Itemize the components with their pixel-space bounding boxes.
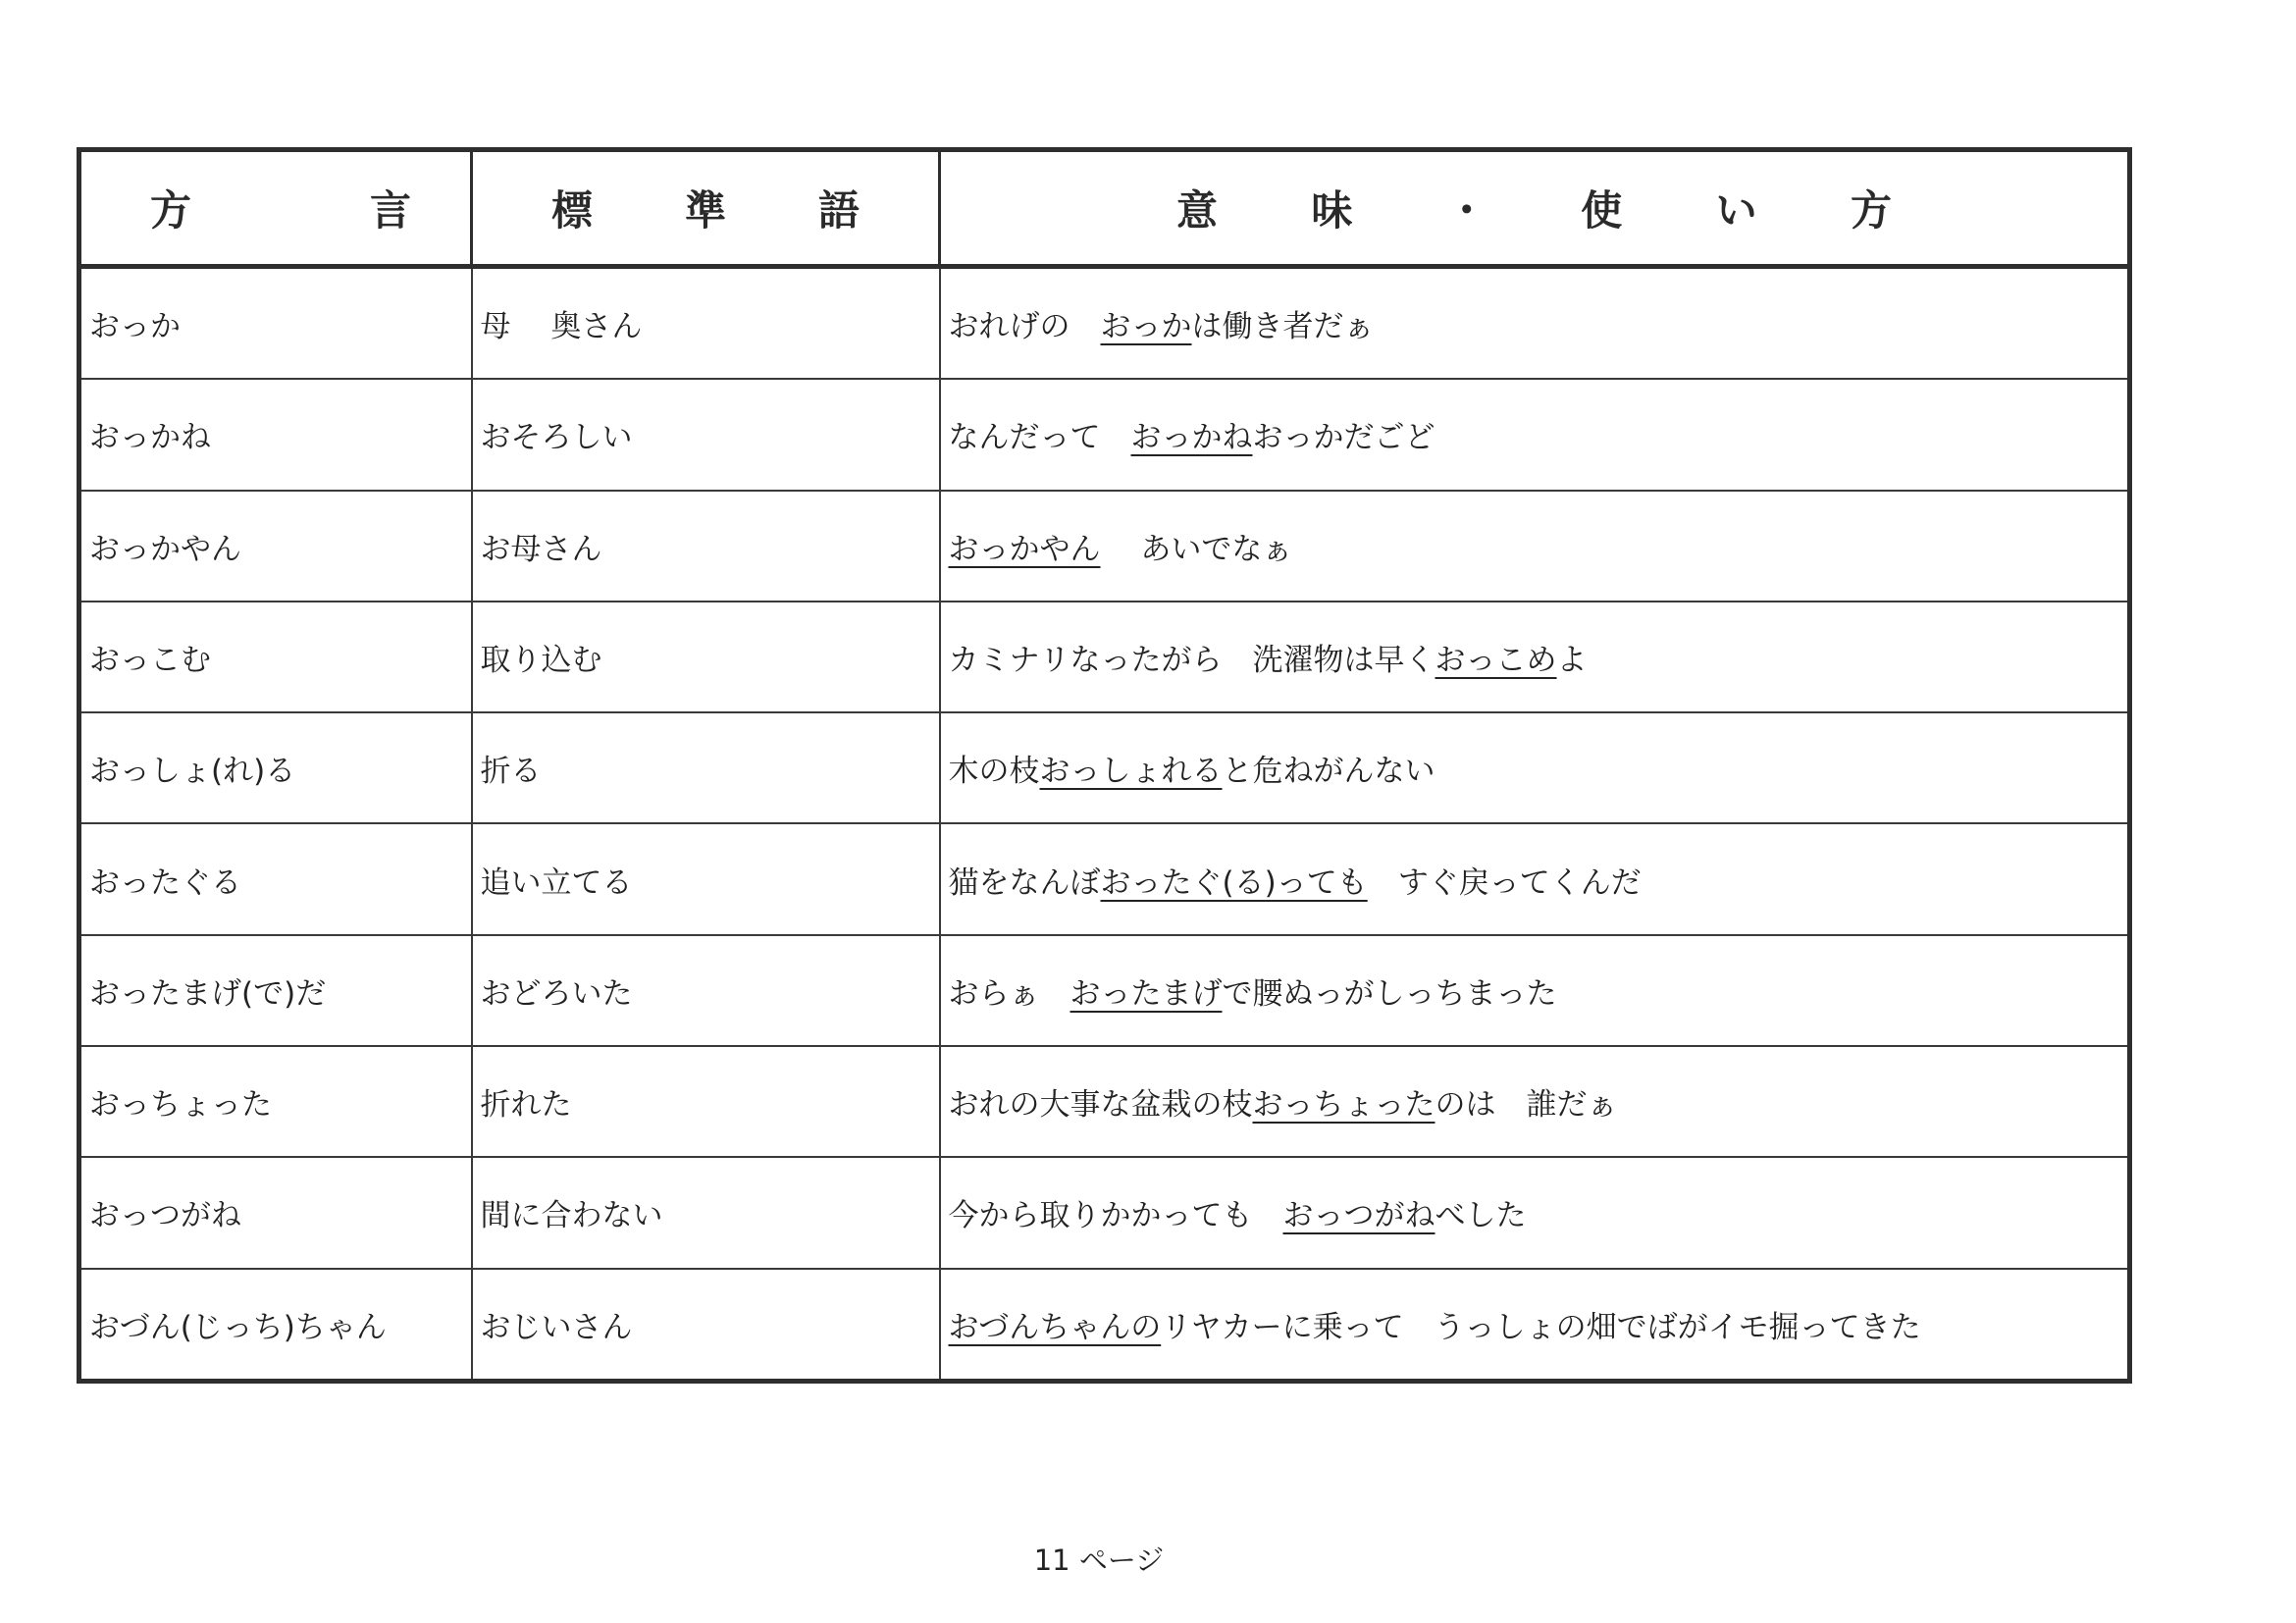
usage-cell: [940, 491, 2130, 602]
usage-text: 木の枝: [948, 754, 1040, 790]
underlined-dialect-word: おったまげ: [1070, 975, 1223, 1012]
usage-cell: [940, 1046, 2130, 1157]
usage-text: と危ねがんない: [1222, 754, 1435, 790]
usage-text: 今から取りかかっても: [948, 1198, 1283, 1234]
standard-cell: おどろいた: [472, 935, 940, 1046]
usage-text: おっかだごど: [1252, 420, 1435, 456]
dialect-cell: おっこむ: [79, 602, 472, 712]
standard-cell: おじいさん: [472, 1269, 940, 1382]
dialect-cell: おっかやん: [79, 491, 472, 602]
table-row: [79, 267, 2130, 380]
underlined-dialect-word: おっか: [1100, 309, 1192, 345]
table-row: [79, 1157, 2130, 1268]
underlined-dialect-word: おっかね: [1130, 420, 1253, 456]
underlined-dialect-word: おったぐ(る)っても: [1100, 864, 1368, 901]
dialect-cell: おっしょ(れ)る: [79, 712, 472, 823]
standard-cell: お母さん: [472, 491, 940, 602]
dialect-cell: おっかね: [79, 379, 472, 490]
underlined-dialect-word: おっちょった: [1252, 1087, 1435, 1124]
usage-text: よ: [1556, 643, 1588, 679]
usage-cell: [940, 823, 2130, 934]
usage-text: あいでなぁ: [1100, 531, 1293, 567]
dialect-cell: おったまげ(で)だ: [79, 935, 472, 1046]
dialect-cell: おっつがね: [79, 1157, 472, 1268]
dialect-cell: おったぐる: [79, 823, 472, 934]
table-row: [79, 379, 2130, 490]
standard-cell: おそろしい: [472, 379, 940, 490]
underlined-dialect-word: おっつがね: [1282, 1198, 1435, 1234]
usage-text: すぐ戻ってくんだ: [1367, 864, 1642, 901]
underlined-dialect-word: おづんちゃんの: [948, 1309, 1162, 1345]
usage-text: リヤカーに乗って うっしょの畑でばがイモ掘ってきた: [1161, 1309, 1921, 1345]
dialect-cell: おっちょった: [79, 1046, 472, 1157]
page-number: 11 ページ: [1033, 1544, 1165, 1577]
standard-cell: 折れた: [472, 1046, 940, 1157]
usage-text: べした: [1435, 1198, 1527, 1234]
usage-text: おれげの: [948, 309, 1101, 345]
usage-cell: [940, 935, 2130, 1046]
usage-text: なんだって: [948, 420, 1131, 456]
underlined-dialect-word: おっこめ: [1435, 643, 1557, 679]
standard-cell: 母 奥さん: [472, 267, 940, 380]
usage-text: おらぁ: [948, 975, 1070, 1012]
usage-cell: [940, 1157, 2130, 1268]
underlined-dialect-word: おっしょれる: [1039, 754, 1223, 790]
usage-text: は働き者だぁ: [1191, 309, 1375, 345]
standard-cell: 折る: [472, 712, 940, 823]
table-row: [79, 1269, 2130, 1382]
table-row: [79, 1046, 2130, 1157]
table-header-row: [79, 150, 2130, 267]
table-row: [79, 491, 2130, 602]
dialect-cell: おっか: [79, 267, 472, 380]
usage-text: 猫をなんぼ: [948, 864, 1101, 901]
usage-text: カミナリなったがら 洗濯物は早く: [948, 643, 1435, 679]
usage-cell: [940, 1269, 2130, 1382]
standard-cell: 追い立てる: [472, 823, 940, 934]
table-body: [79, 267, 2130, 1382]
usage-text: で腰ぬっがしっちまった: [1222, 975, 1557, 1012]
table-row: [79, 935, 2130, 1046]
dialect-table: [77, 147, 2132, 1384]
usage-text: のは 誰だぁ: [1435, 1087, 1618, 1124]
header-dialect: 方 言: [79, 150, 472, 267]
underlined-dialect-word: おっかやん: [948, 531, 1101, 567]
table-row: [79, 602, 2130, 712]
standard-cell: 間に合わない: [472, 1157, 940, 1268]
usage-cell: [940, 379, 2130, 490]
usage-cell: [940, 602, 2130, 712]
dialect-cell: おづん(じっち)ちゃん: [79, 1269, 472, 1382]
usage-text: おれの大事な盆栽の枝: [948, 1087, 1253, 1124]
header-usage: 意 味 ・ 使 い 方: [940, 150, 2130, 267]
header-standard: 標 準 語: [472, 150, 940, 267]
standard-cell: 取り込む: [472, 602, 940, 712]
table-row: [79, 823, 2130, 934]
table-row: [79, 712, 2130, 823]
usage-cell: [940, 712, 2130, 823]
usage-cell: [940, 267, 2130, 380]
